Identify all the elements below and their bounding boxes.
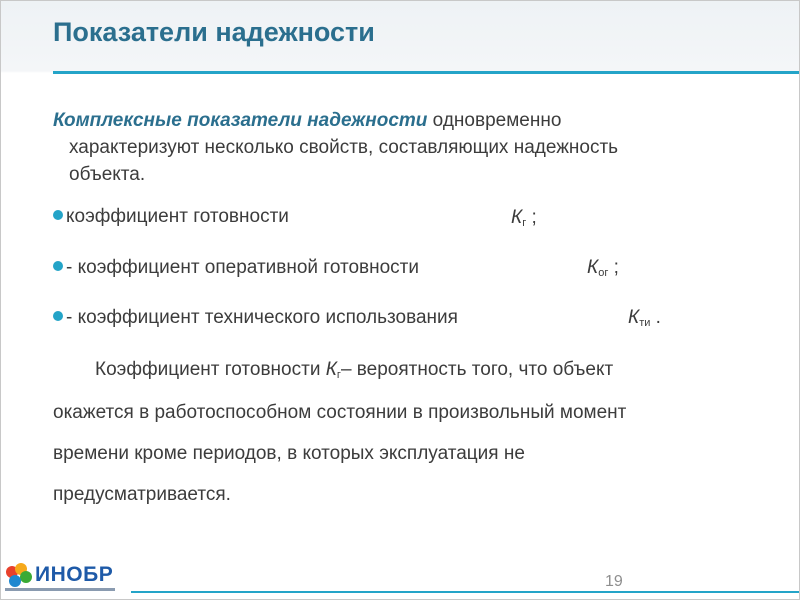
title-underline [53,71,799,74]
symbol-suffix: ; [608,257,619,278]
intro-line3: объекта. [69,164,146,185]
symbol-k: К [628,307,640,328]
paragraph-text: Коэффициент готовности [95,359,326,380]
footer-rule [131,591,799,593]
symbol-k: К [511,207,523,228]
bullet-dot-icon [53,261,63,271]
symbol-suffix: . [650,307,661,328]
symbol-subscript: ти [639,317,651,329]
bullet-item [53,307,458,329]
bullet-dot-icon [53,311,63,321]
paragraph-text: – вероятность того, что объект [340,359,614,380]
intro-line1-rest: одновременно [427,110,562,131]
paragraph-line: предусматривается. [53,484,231,505]
bullet-label: коэффициент технического использования [77,307,458,328]
bullet-symbol [587,257,619,279]
intro-line2: характеризуют несколько свойств, составляющих надежность [69,137,619,158]
logo-mark-icon [5,563,33,589]
symbol-subscript: ог [598,267,609,279]
bullet-item [53,257,419,279]
bullet-label: коэффициент оперативной готовности [77,257,419,278]
bullet-prefix: - [66,257,78,278]
bullet-symbol [628,307,661,329]
symbol-k: К [325,359,337,380]
logo-underline [5,588,115,591]
paragraph-line [95,359,613,381]
bullet-item [53,206,289,228]
symbol-k: К [587,257,599,278]
logo-text: ИНОБР [35,563,114,586]
bullet-prefix: - [66,307,78,328]
page-number: 19 [605,573,623,590]
bullet-dot-icon [53,210,63,220]
paragraph-line: окажется в работоспособном состоянии в произвольный момент [53,402,627,423]
symbol-suffix: ; [526,207,537,228]
bullet-label: коэффициент готовности [66,206,289,227]
bullet-symbol [511,207,537,229]
slide-title: Показатели надежности [53,17,375,47]
intro-lead: Комплексные показатели надежности [53,110,428,131]
symbol-subscript: г [336,369,341,381]
paragraph-line: времени кроме периодов, в которых эксплуатация не [53,443,525,464]
symbol-subscript: г [522,217,527,229]
intro-text [53,107,618,188]
